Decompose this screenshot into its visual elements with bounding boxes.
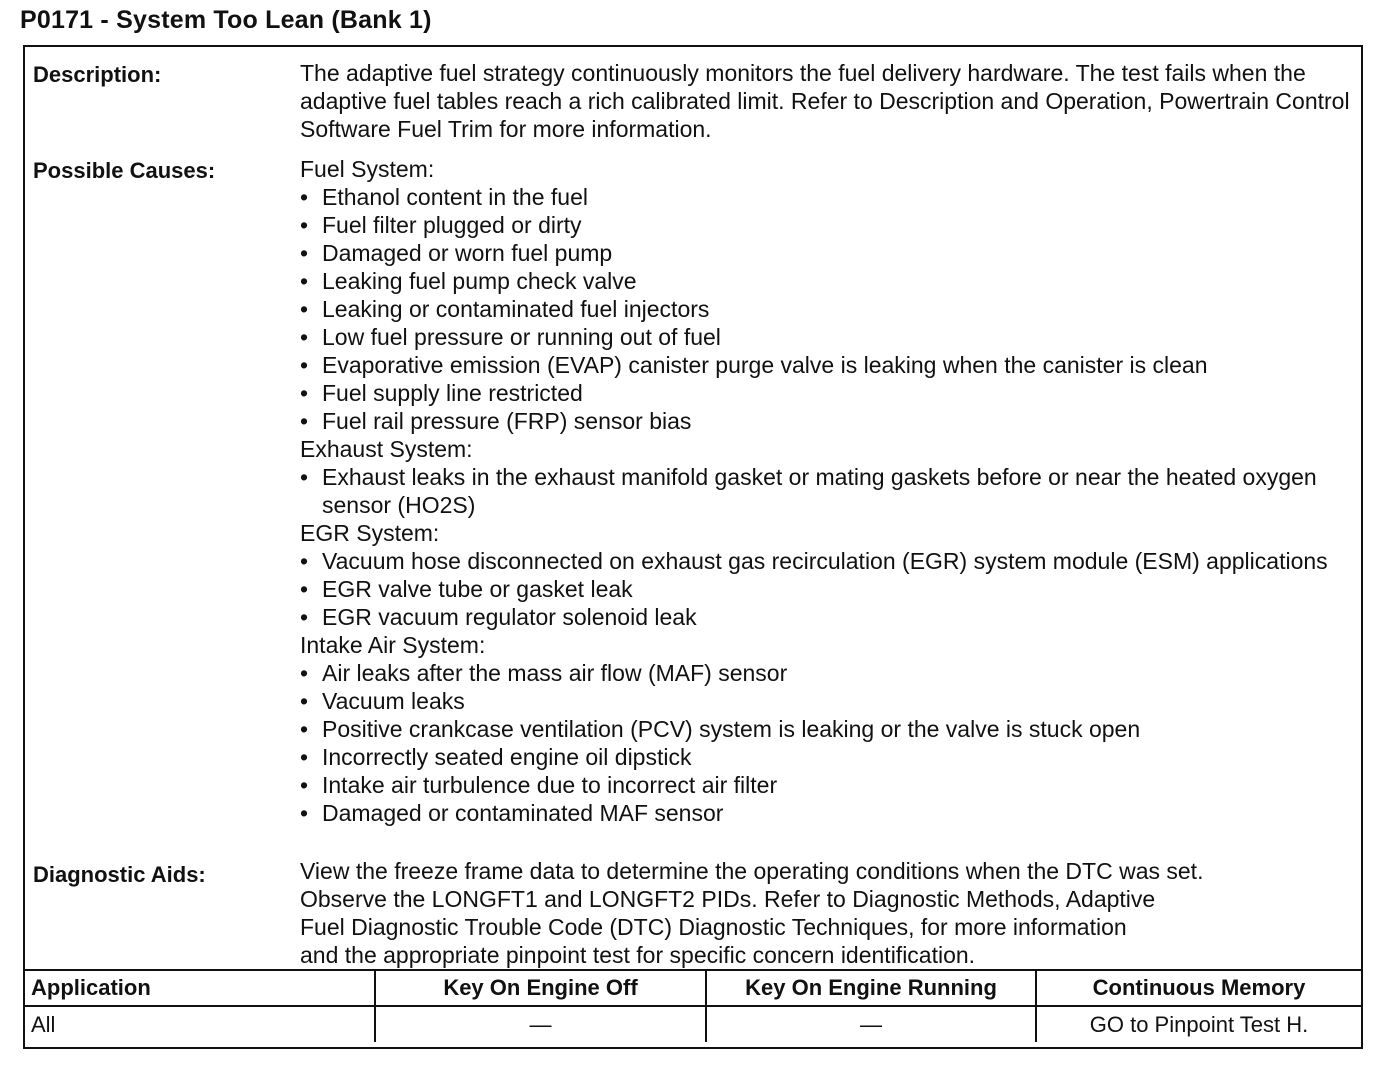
egr-system-list [300, 547, 1360, 631]
diagnostic-aids-line: Observe the LONGFT1 and LONGFT2 PIDs. Refer to Diagnostic Methods, Adaptive [300, 886, 1156, 912]
cause-list-item: • Evaporative emission (EVAP) canister purge valve is leaking when the canister is clean [300, 351, 1360, 379]
cause-list-item: • Vacuum hose disconnected on exhaust gas recirculation (EGR) system module (ESM) applications [300, 547, 1360, 575]
cause-list-item: • Ethanol content in the fuel [300, 183, 1360, 211]
exhaust-system-list [300, 463, 1360, 519]
application-table [25, 969, 1361, 1042]
diagnostic-aids-content [300, 857, 1360, 969]
cause-list-item: • Low fuel pressure or running out of fuel [300, 323, 1360, 351]
egr-system-heading: EGR System: [300, 520, 440, 546]
header-application: Application [25, 970, 375, 1006]
application-table-row [25, 1006, 1361, 1042]
diagnostic-aids-line: Fuel Diagnostic Trouble Code (DTC) Diagnostic Techniques, for more information [300, 914, 1127, 940]
cause-list-item: • Intake air turbulence due to incorrect air filter [300, 771, 1360, 799]
fuel-system-list [300, 183, 1360, 435]
header-key-on-engine-running: Key On Engine Running [706, 970, 1036, 1006]
page-title: P0171 - System Too Lean (Bank 1) [20, 6, 432, 34]
cell-key-on-engine-off: — [375, 1006, 706, 1042]
intake-air-system-list [300, 659, 1360, 827]
cell-application: All [25, 1006, 375, 1042]
description-text [300, 59, 1360, 143]
cause-list-item: • Vacuum leaks [300, 687, 1360, 715]
cell-continuous-memory: GO to Pinpoint Test H. [1036, 1006, 1361, 1042]
description-label: Description: [33, 62, 162, 87]
dtc-info-box [23, 45, 1363, 1049]
cause-list-item: • Fuel supply line restricted [300, 379, 1360, 407]
cause-list-item: • EGR vacuum regulator solenoid leak [300, 603, 1360, 631]
header-continuous-memory: Continuous Memory [1036, 970, 1361, 1006]
cause-list-item: • Leaking or contaminated fuel injectors [300, 295, 1360, 323]
intake-air-system-heading: Intake Air System: [300, 632, 486, 658]
header-key-on-engine-off: Key On Engine Off [375, 970, 706, 1006]
description-paragraph: The adaptive fuel strategy continuously monitors the fuel delivery hardware. The test fails when the adaptive fuel tables reach a rich calibrated limit. Refer to Description and Operation, Powertrain Control Software Fuel Trim for more information. [300, 60, 1350, 142]
possible-causes-content [300, 155, 1360, 827]
exhaust-system-heading: Exhaust System: [300, 436, 473, 462]
diagnostic-aids-line: and the appropriate pinpoint test for specific concern identification. [300, 942, 976, 968]
cause-list-item: • Positive crankcase ventilation (PCV) system is leaking or the valve is stuck open [300, 715, 1360, 743]
cause-list-item: • Incorrectly seated engine oil dipstick [300, 743, 1360, 771]
cause-list-item: • Leaking fuel pump check valve [300, 267, 1360, 295]
cause-list-item: • Air leaks after the mass air flow (MAF) sensor [300, 659, 1360, 687]
cause-list-item: • Exhaust leaks in the exhaust manifold gasket or mating gaskets before or near the heated oxygen sensor (HO2S) [300, 463, 1360, 519]
cause-list-item: • EGR valve tube or gasket leak [300, 575, 1360, 603]
cause-list-item: • Damaged or worn fuel pump [300, 239, 1360, 267]
fuel-system-heading: Fuel System: [300, 156, 435, 182]
cause-list-item: • Fuel rail pressure (FRP) sensor bias [300, 407, 1360, 435]
possible-causes-label: Possible Causes: [33, 158, 216, 183]
cell-key-on-engine-running: — [706, 1006, 1036, 1042]
cause-list-item: • Damaged or contaminated MAF sensor [300, 799, 1360, 827]
cause-list-item: • Fuel filter plugged or dirty [300, 211, 1360, 239]
application-table-header-row [25, 970, 1361, 1006]
diagnostic-aids-label: Diagnostic Aids: [33, 862, 206, 887]
diagnostic-aids-line: View the freeze frame data to determine the operating conditions when the DTC was set. [300, 858, 1204, 884]
